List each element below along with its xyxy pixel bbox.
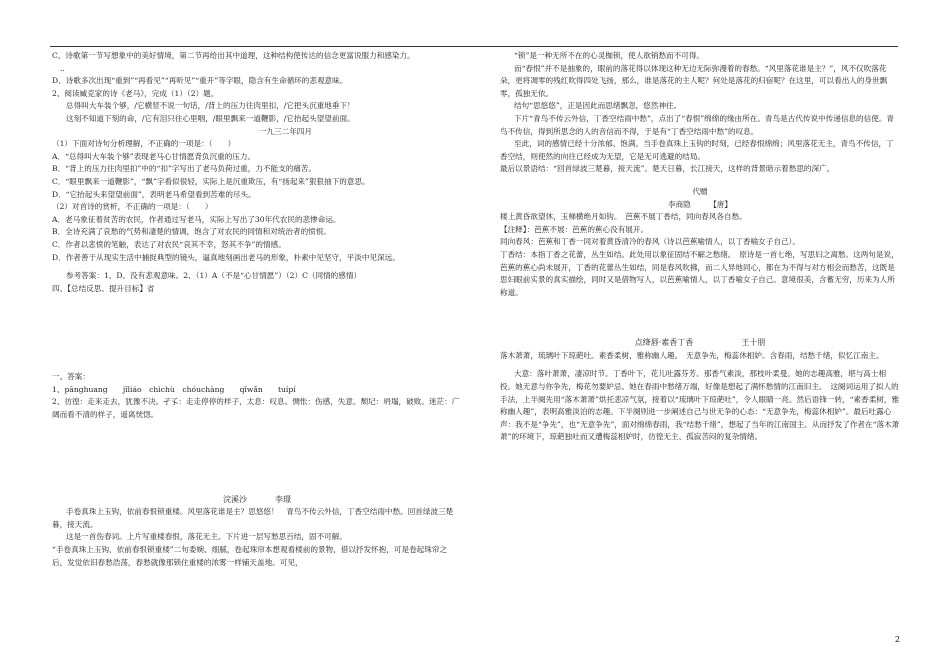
answer-2: 2、彷徨：走来走去，犹豫不决。孑孓：走走停停的样子，太息：叹息。惆怅：伤感，失意。颓圮：坍塌，破败。迷茫：广阔而看不清的样子，遥离恍惚。 xyxy=(52,397,460,420)
poem3-author: 王十朋 xyxy=(741,338,766,348)
poem2-author-line xyxy=(500,199,900,212)
poem-date: 一九三二年四月 xyxy=(258,126,312,136)
poem2-dynasty: 【唐】 xyxy=(709,199,732,209)
poem-title-line xyxy=(52,494,462,507)
reference-answer: 参考答案：1、D。没有悲观意味。2、（1）A（不是“心甘情愿”）（2）C（同情的感情） xyxy=(66,271,362,281)
question-2-heading: 2、阅读臧克家的诗《老马》，完成（1）（2）题。 xyxy=(52,88,219,98)
header-rule xyxy=(50,46,898,47)
poem3-title: 点绛唇·素香丁香 xyxy=(634,338,694,348)
poem3-text: 落木萧萧，琉璃叶下琼葩吐。素香柔树，雅称幽人趣。 无意争先，梅蕊休相妒。含春雨，结愁千绪，似忆江南主。 xyxy=(500,350,884,360)
paragraph-mark: .. xyxy=(60,63,65,73)
right-paragraph-4: 下片“青鸟不传云外信，丁香空结雨中愁”，点出了“春恨”绵绵的缘由所在。青鸟是古代传说中传递信息的信使。青鸟不传信，得到所思念的人的音信而不得，于是有“丁香空结雨中愁”的叹息。 xyxy=(500,113,895,136)
right-paragraph-6: 最后以景语结：“回首绿波三楚暮，接天流”。楚天日暮，长江接天，这样的背景暗示着愁思的深广。 xyxy=(500,164,835,174)
question-1-option-d: D．“它抬起头来望望前面”，表明老马希望看到苦难的尽头。 xyxy=(52,189,256,199)
paragraph-option-d: D、诗歌多次出现“重到”“再看见”“再听见”“重开”等字眼，隐含有生命循环的悲观意味。 xyxy=(52,76,348,86)
page-number: 2 xyxy=(894,635,900,645)
poem3-analysis: 大意：落叶萧萧，凄凉时节。丁香叶下，花儿吐露芬芳。那香气素淡，那枝叶柔曼。她的志趣高雅，堪与高士相投。她无意与你争先，梅花勿要妒忌。她在春雨中愁绪万端，好像是想起了满怀愁情的江南旧主。 这阕词运用了拟人的手法，上半阕先用“落木萧萧”烘托悲凉气氛，接着以“琉璃叶下琼葩吐”，令人眼睛一亮。然后语锋一转，“素香柔树，雅称幽人趣”，表明高雅淡泊的志趣。下半阕则进一步阐述自己与世无争的心态：“无意争先，梅蕊休相妒”。最后吐露心声：我不是“争先”，也“无意争先”，面对绵绵春雨，我“结愁千绪”，想起了当年的江南国主。从而抒发了作者在“落木萧萧”的环境下，琼葩独吐而又遭梅蕊相妒时，彷徨无主、孤寂苦闷的复杂情绪。 xyxy=(500,369,900,442)
poem2-text: 楼上黄昏欲望休，玉梯横绝月如钩。 芭蕉不展丁香结，同向春风各自愁。 xyxy=(500,212,747,222)
section-4-heading: 四、【总结反思、提升目标】省 xyxy=(52,283,155,293)
question-2-option-b: B．全诗充满了哀愁的气势和凄楚的情调，饱含了对农民的同情和对统治者的愤恨。 xyxy=(52,227,331,237)
paragraph-option-c: C、诗歌第一节写想象中的美好情境，第二节再给出其中道理，这种结构使传达的信念更富说服力和感染力。 xyxy=(52,51,415,60)
poem-title: 浣溪沙 xyxy=(223,494,247,504)
poem-analysis-2: “手卷真珠上玉钩，依前春恨锁重楼”二句委婉、细腻，卷起珠帘本想观看楼前的景物，借以抒发怀抱，可是卷起珠帘之后，发觉依旧春愁浩荡，春愁就像那锁住重楼的浓雾一样铺天盖地。可见， xyxy=(52,545,448,567)
poem2-title: 代赠 xyxy=(692,186,708,196)
right-paragraph-2: 而“春恨”并不是抽象的，眼前的落花得以体现这种无边无际弥漫着的春愁。“风里落花谁是主？”，风不仅吹落花朵，更将凋零的残红吹得四处飞扬，那么，谁是落花的主人呢？何处是落花的归宿呢？在这里，可以看出人的身世飘零，孤独无依。 xyxy=(500,63,888,98)
poem3-title-line xyxy=(500,337,900,350)
answer-heading: 一、答案： xyxy=(52,372,90,382)
poem2-note: 【注释】：芭蕉不展：芭蕉的蕉心没有展开。 xyxy=(500,224,649,234)
right-paragraph-3: 结句“思悠悠”，正是因此而思绪飘忽，悠然神往。 xyxy=(514,101,682,111)
poem2-author: 李商隐 xyxy=(668,199,691,209)
poem-stanza-2: 这刻不知道下刻的命，/它有泪只往心里咽，/眼里飘来一道鞭影，/它抬起头望望前面。 xyxy=(66,113,355,123)
poem2-note-3: 丁香结：本指丁香之花蕾，丛生如结。此处用以象征固结不解之愁绪。 原诗是一首七绝，写思妇之离愁。这两句是说，芭蕉的蕉心尚未展开，丁香的花蕾丛生如结，同是春风吹拂，而二人异地同心，都在为不得与对方相会而愁苦，这既是思妇眼前实景的真实描绘，同时又是借物写人，以芭蕉喻情人，以丁香喻女子自己。意境很美，含蓄无穷，历来为人所称道。 xyxy=(500,249,899,297)
question-2: （2）对首诗的赏析，不正确的一项是：（ ） xyxy=(52,202,213,212)
question-2-option-a: A．老马象征着贫苦的农民，作者通过写老马，实际上写出了30年代农民的悲惨命运。 xyxy=(52,214,341,224)
question-1-option-a: A．“总得叫大车装个够”表现老马心甘情愿背负沉重的压力。 xyxy=(52,151,256,161)
right-column xyxy=(500,50,900,444)
right-paragraph-5: 至此，词的感情已经十分浓郁、饱满。当手卷真珠上玉钩的时刻，已经春恨绵绵；风里落花无主，青鸟不传信，丁香空结，则使然的向往已经成为无望，它是无可逃避的结局。 xyxy=(500,139,894,161)
poem2-note-2: 同向春风：芭蕉和丁香一同对着黄昏清冷的春风（诗以芭蕉喻情人，以丁香喻女子自己）。 xyxy=(500,237,800,247)
question-1-option-c: C．“眼里飘来一道鞭影”，“飘”字看似很轻，实际上是沉重欺压，有“扬起来”狠狠抽下的意思。 xyxy=(52,176,370,186)
question-1: （1）下面对诗句分析理解，不正确的一项是：（ ） xyxy=(52,139,236,149)
poem-stanza-1: 总得叫大车装个够，/它横竖不说一句话，/背上的压力往肉里扣，/它把头沉重地垂下！ xyxy=(66,101,355,111)
poem-analysis-1: 这是一首伤春词。上片写重楼春恨，落花无主。下片进一层写愁思百结，固不可解。 xyxy=(66,532,347,542)
answer-1-label: 1、 xyxy=(52,384,65,394)
question-2-option-c: C．作者以悲愤的笔触，表达了对农民“哀其不幸，怒其不争”的情感。 xyxy=(52,239,286,249)
right-paragraph-1: “锁”是一种无所不在的心灵枷锁，使人欲销愁而不可得。 xyxy=(514,51,705,60)
question-2-option-d: D．作者善于从现实生活中捕捉典型的镜头，逼真地刻画出老马的形象，朴素中见坚守，平淡中见深远。 xyxy=(52,252,400,262)
question-1-option-b: B．“背上的压力往肉里扣”中的“扣”字写出了老马负荷过重，力不能支的痛苦。 xyxy=(52,164,317,174)
poem-author: 李璟 xyxy=(275,494,291,504)
poem-text: 手卷真珠上玉钩，依前春恨锁重楼。风里落花谁是主？思悠悠！ 青鸟不传云外信，丁香空结雨中愁。回首绿波三楚暮，接天流。 xyxy=(52,507,454,529)
answer-1 xyxy=(52,384,462,397)
left-column xyxy=(52,50,462,569)
answer-1-pinyin: pānghuang jǐliáo chìchù chóuchàng qǐwǎn tuípí xyxy=(64,384,296,394)
